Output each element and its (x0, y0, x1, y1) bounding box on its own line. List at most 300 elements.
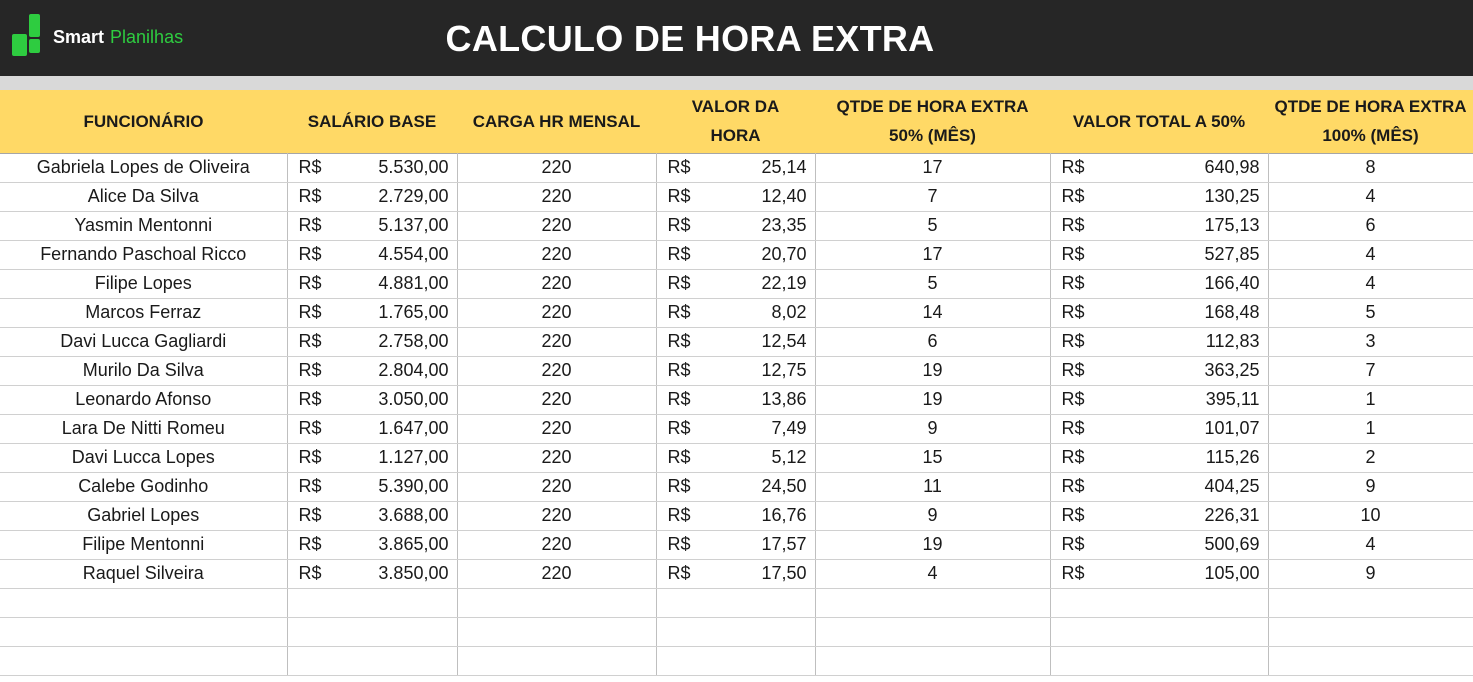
qtde50-value: 19 (922, 534, 943, 554)
header-divider (0, 76, 1473, 90)
cell-qtde-100[interactable] (1268, 327, 1473, 356)
qtde100-value: 3 (1365, 331, 1376, 351)
salario-value: 5.530,00 (378, 157, 449, 177)
currency-symbol: R$ (1061, 273, 1085, 293)
cell-carga-hr[interactable] (457, 414, 656, 443)
cell-funcionario[interactable] (0, 211, 287, 240)
currency-symbol: R$ (298, 273, 322, 293)
cell-qtde-100[interactable] (1268, 356, 1473, 385)
currency-symbol: R$ (667, 157, 691, 177)
cell-qtde-50[interactable] (815, 356, 1050, 385)
cell-qtde-50[interactable] (815, 182, 1050, 211)
empty-cell[interactable] (815, 646, 1050, 675)
cell-valor-total-50[interactable] (1050, 240, 1268, 269)
empty-cell[interactable] (287, 617, 457, 646)
table-row (0, 414, 1473, 443)
cell-salario-base[interactable] (287, 182, 457, 211)
cell-valor-hora[interactable] (656, 327, 815, 356)
salario-value: 2.729,00 (378, 186, 449, 206)
qtde100-value: 2 (1365, 447, 1376, 467)
currency-symbol: R$ (667, 418, 691, 438)
currency-symbol: R$ (1061, 157, 1085, 177)
cell-qtde-100[interactable] (1268, 530, 1473, 559)
brand-strong: Smart (53, 27, 105, 47)
carga-value: 220 (541, 447, 572, 467)
cell-valor-hora[interactable] (656, 559, 815, 588)
funcionario-name: Filipe Lopes (94, 273, 192, 293)
currency-symbol: R$ (667, 534, 691, 554)
cell-funcionario[interactable] (0, 559, 287, 588)
cell-salario-base[interactable] (287, 269, 457, 298)
cell-carga-hr[interactable] (457, 443, 656, 472)
cell-salario-base[interactable] (287, 298, 457, 327)
cell-carga-hr[interactable] (457, 385, 656, 414)
cell-carga-hr[interactable] (457, 240, 656, 269)
currency-symbol: R$ (667, 273, 691, 293)
qtde100-value: 1 (1365, 389, 1376, 409)
cell-carga-hr[interactable] (457, 356, 656, 385)
currency-symbol: R$ (1061, 505, 1085, 525)
empty-row (0, 646, 1473, 675)
table-row (0, 211, 1473, 240)
carga-value: 220 (541, 215, 572, 235)
empty-cell[interactable] (0, 617, 287, 646)
cell-salario-base[interactable] (287, 501, 457, 530)
currency-symbol: R$ (298, 157, 322, 177)
cell-qtde-100[interactable] (1268, 298, 1473, 327)
valor_hora-value: 22,19 (761, 273, 807, 293)
carga-value: 220 (541, 360, 572, 380)
carga-value: 220 (541, 331, 572, 351)
currency-symbol: R$ (667, 331, 691, 351)
cell-funcionario[interactable] (0, 472, 287, 501)
qtde50-value: 19 (922, 360, 943, 380)
cell-qtde-50[interactable] (815, 153, 1050, 182)
cell-valor-hora[interactable] (656, 385, 815, 414)
cell-valor-hora[interactable] (656, 472, 815, 501)
currency-symbol: R$ (1061, 244, 1085, 264)
carga-value: 220 (541, 244, 572, 264)
empty-cell[interactable] (656, 617, 815, 646)
cell-valor-total-50[interactable] (1050, 559, 1268, 588)
funcionario-name: Yasmin Mentonni (74, 215, 213, 235)
salario-value: 1.127,00 (378, 447, 449, 467)
qtde100-value: 4 (1365, 186, 1376, 206)
currency-symbol: R$ (667, 215, 691, 235)
total50-value: 130,25 (1204, 186, 1260, 206)
empty-cell[interactable] (1268, 646, 1473, 675)
total50-value: 105,00 (1204, 563, 1260, 583)
currency-symbol: R$ (667, 476, 691, 496)
currency-symbol: R$ (1061, 418, 1085, 438)
cell-funcionario[interactable] (0, 414, 287, 443)
cell-qtde-100[interactable] (1268, 153, 1473, 182)
brand-light: Planilhas (110, 27, 184, 47)
cell-salario-base[interactable] (287, 240, 457, 269)
empty-cell[interactable] (1050, 646, 1268, 675)
carga-value: 220 (541, 534, 572, 554)
cell-qtde-50[interactable] (815, 298, 1050, 327)
cell-salario-base[interactable] (287, 559, 457, 588)
cell-valor-total-50[interactable] (1050, 153, 1268, 182)
currency-symbol: R$ (1061, 389, 1085, 409)
qtde100-value: 4 (1365, 273, 1376, 293)
empty-cell[interactable] (287, 646, 457, 675)
column-header[interactable]: CARGA HR MENSAL (457, 90, 656, 153)
cell-qtde-50[interactable] (815, 327, 1050, 356)
empty-cell[interactable] (656, 646, 815, 675)
qtde100-value: 6 (1365, 215, 1376, 235)
funcionario-name: Marcos Ferraz (85, 302, 202, 322)
table-row (0, 530, 1473, 559)
funcionario-name: Fernando Paschoal Ricco (40, 244, 247, 264)
cell-qtde-50[interactable] (815, 530, 1050, 559)
cell-funcionario[interactable] (0, 240, 287, 269)
funcionario-name: Davi Lucca Gagliardi (60, 331, 227, 351)
funcionario-name: Gabriel Lopes (87, 505, 200, 525)
cell-qtde-100[interactable] (1268, 269, 1473, 298)
cell-valor-hora[interactable] (656, 182, 815, 211)
empty-cell[interactable] (457, 588, 656, 617)
column-header[interactable]: QTDE DE HORA EXTRA 100% (MÊS) (1268, 90, 1473, 153)
cell-valor-hora[interactable] (656, 269, 815, 298)
cell-carga-hr[interactable] (457, 211, 656, 240)
empty-cell[interactable] (1050, 617, 1268, 646)
currency-symbol: R$ (1061, 186, 1085, 206)
cell-carga-hr[interactable] (457, 530, 656, 559)
cell-qtde-50[interactable] (815, 443, 1050, 472)
table-row (0, 327, 1473, 356)
currency-symbol: R$ (298, 418, 322, 438)
total50-value: 226,31 (1204, 505, 1260, 525)
carga-value: 220 (541, 505, 572, 525)
empty-cell[interactable] (457, 646, 656, 675)
cell-salario-base[interactable] (287, 327, 457, 356)
cell-salario-base[interactable] (287, 443, 457, 472)
valor_hora-value: 7,49 (771, 418, 807, 438)
funcionario-name: Murilo Da Silva (82, 360, 204, 380)
cell-funcionario[interactable] (0, 501, 287, 530)
cell-valor-total-50[interactable] (1050, 182, 1268, 211)
cell-funcionario[interactable] (0, 298, 287, 327)
cell-salario-base[interactable] (287, 211, 457, 240)
empty-row (0, 617, 1473, 646)
valor_hora-value: 8,02 (771, 302, 807, 322)
qtde50-value: 4 (927, 563, 938, 583)
currency-symbol: R$ (298, 447, 322, 467)
cell-qtde-100[interactable] (1268, 414, 1473, 443)
cell-carga-hr[interactable] (457, 182, 656, 211)
valor_hora-value: 5,12 (771, 447, 807, 467)
cell-qtde-100[interactable] (1268, 559, 1473, 588)
cell-qtde-50[interactable] (815, 472, 1050, 501)
currency-symbol: R$ (667, 244, 691, 264)
table-row (0, 240, 1473, 269)
currency-symbol: R$ (667, 389, 691, 409)
qtde50-value: 17 (922, 157, 943, 177)
qtde100-value: 8 (1365, 157, 1376, 177)
cell-qtde-100[interactable] (1268, 240, 1473, 269)
valor_hora-value: 23,35 (761, 215, 807, 235)
table-row (0, 443, 1473, 472)
cell-funcionario[interactable] (0, 385, 287, 414)
title-bar (0, 0, 1473, 76)
carga-value: 220 (541, 157, 572, 177)
cell-valor-total-50[interactable] (1050, 501, 1268, 530)
cell-funcionario[interactable] (0, 269, 287, 298)
salario-value: 2.758,00 (378, 331, 449, 351)
valor_hora-value: 12,75 (761, 360, 807, 380)
cell-funcionario[interactable] (0, 182, 287, 211)
salario-value: 3.050,00 (378, 389, 449, 409)
qtde50-value: 17 (922, 244, 943, 264)
currency-symbol: R$ (1061, 534, 1085, 554)
qtde50-value: 7 (927, 186, 938, 206)
total50-value: 363,25 (1204, 360, 1260, 380)
funcionario-name: Calebe Godinho (78, 476, 209, 496)
cell-valor-total-50[interactable] (1050, 211, 1268, 240)
salario-value: 3.865,00 (378, 534, 449, 554)
cell-valor-total-50[interactable] (1050, 530, 1268, 559)
cell-valor-hora[interactable] (656, 240, 815, 269)
cell-valor-total-50[interactable] (1050, 443, 1268, 472)
cell-qtde-100[interactable] (1268, 385, 1473, 414)
empty-cell[interactable] (0, 646, 287, 675)
currency-symbol: R$ (667, 447, 691, 467)
table-row (0, 182, 1473, 211)
qtde100-value: 10 (1360, 505, 1381, 525)
column-header[interactable]: VALOR DA HORA (656, 90, 815, 153)
total50-value: 175,13 (1204, 215, 1260, 235)
qtde100-value: 4 (1365, 534, 1376, 554)
currency-symbol: R$ (1061, 360, 1085, 380)
total50-value: 101,07 (1204, 418, 1260, 438)
cell-valor-total-50[interactable] (1050, 472, 1268, 501)
currency-symbol: R$ (1061, 302, 1085, 322)
currency-symbol: R$ (298, 215, 322, 235)
empty-cell[interactable] (815, 617, 1050, 646)
cell-qtde-100[interactable] (1268, 182, 1473, 211)
table-row (0, 472, 1473, 501)
cell-qtde-100[interactable] (1268, 472, 1473, 501)
empty-cell[interactable] (656, 588, 815, 617)
column-header[interactable]: VALOR TOTAL A 50% (1050, 90, 1268, 153)
cell-qtde-50[interactable] (815, 559, 1050, 588)
empty-cell[interactable] (457, 617, 656, 646)
cell-carga-hr[interactable] (457, 153, 656, 182)
table-row (0, 269, 1473, 298)
salario-value: 1.765,00 (378, 302, 449, 322)
cell-valor-total-50[interactable] (1050, 414, 1268, 443)
empty-cell[interactable] (0, 588, 287, 617)
cell-qtde-50[interactable] (815, 269, 1050, 298)
page-title: CALCULO DE HORA EXTRA (445, 18, 935, 59)
cell-valor-hora[interactable] (656, 530, 815, 559)
currency-symbol: R$ (1061, 563, 1085, 583)
qtde50-value: 6 (927, 331, 938, 351)
valor_hora-value: 12,54 (761, 331, 807, 351)
cell-qtde-50[interactable] (815, 385, 1050, 414)
header-row (0, 90, 1473, 153)
currency-symbol: R$ (667, 505, 691, 525)
empty-cell[interactable] (1268, 588, 1473, 617)
valor_hora-value: 17,50 (761, 563, 807, 583)
column-header[interactable]: SALÁRIO BASE (287, 90, 457, 153)
total50-value: 527,85 (1204, 244, 1260, 264)
valor_hora-value: 12,40 (761, 186, 807, 206)
cell-valor-hora[interactable] (656, 153, 815, 182)
valor_hora-value: 13,86 (761, 389, 807, 409)
carga-value: 220 (541, 389, 572, 409)
qtde50-value: 9 (927, 418, 938, 438)
salario-value: 4.554,00 (378, 244, 449, 264)
funcionario-name: Filipe Mentonni (82, 534, 205, 554)
cell-valor-total-50[interactable] (1050, 298, 1268, 327)
cell-funcionario[interactable] (0, 153, 287, 182)
table-row (0, 501, 1473, 530)
salario-value: 4.881,00 (378, 273, 449, 293)
funcionario-name: Gabriela Lopes de Oliveira (36, 157, 250, 177)
salario-value: 2.804,00 (378, 360, 449, 380)
cell-salario-base[interactable] (287, 356, 457, 385)
currency-symbol: R$ (1061, 447, 1085, 467)
currency-symbol: R$ (667, 302, 691, 322)
cell-carga-hr[interactable] (457, 327, 656, 356)
total50-value: 166,40 (1204, 273, 1260, 293)
table-row (0, 153, 1473, 182)
cell-qtde-50[interactable] (815, 501, 1050, 530)
cell-qtde-100[interactable] (1268, 501, 1473, 530)
currency-symbol: R$ (298, 563, 322, 583)
qtde50-value: 15 (922, 447, 943, 467)
column-header[interactable]: FUNCIONÁRIO (0, 90, 287, 153)
empty-cell[interactable] (1268, 617, 1473, 646)
cell-valor-hora[interactable] (656, 298, 815, 327)
qtde50-value: 5 (927, 273, 938, 293)
salario-value: 3.850,00 (378, 563, 449, 583)
currency-symbol: R$ (298, 244, 322, 264)
cell-funcionario[interactable] (0, 356, 287, 385)
currency-symbol: R$ (298, 389, 322, 409)
qtde50-value: 14 (922, 302, 943, 322)
cell-salario-base[interactable] (287, 530, 457, 559)
cell-salario-base[interactable] (287, 385, 457, 414)
valor_hora-value: 20,70 (761, 244, 807, 264)
qtde100-value: 9 (1365, 476, 1376, 496)
cell-qtde-50[interactable] (815, 414, 1050, 443)
empty-cell[interactable] (815, 588, 1050, 617)
valor_hora-value: 16,76 (761, 505, 807, 525)
column-header[interactable]: QTDE DE HORA EXTRA 50% (MÊS) (815, 90, 1050, 153)
cell-qtde-50[interactable] (815, 211, 1050, 240)
currency-symbol: R$ (1061, 331, 1085, 351)
currency-symbol: R$ (667, 360, 691, 380)
cell-valor-total-50[interactable] (1050, 269, 1268, 298)
currency-symbol: R$ (1061, 476, 1085, 496)
table-row (0, 385, 1473, 414)
overtime-table (0, 90, 1473, 676)
qtde100-value: 7 (1365, 360, 1376, 380)
salario-value: 5.390,00 (378, 476, 449, 496)
total50-value: 112,83 (1205, 331, 1260, 351)
cell-valor-hora[interactable] (656, 443, 815, 472)
empty-cell[interactable] (287, 588, 457, 617)
qtde50-value: 19 (922, 389, 943, 409)
cell-funcionario[interactable] (0, 443, 287, 472)
total50-value: 640,98 (1204, 157, 1260, 177)
cell-carga-hr[interactable] (457, 472, 656, 501)
cell-valor-hora[interactable] (656, 414, 815, 443)
cell-qtde-100[interactable] (1268, 443, 1473, 472)
qtde100-value: 5 (1365, 302, 1376, 322)
cell-valor-total-50[interactable] (1050, 356, 1268, 385)
cell-carga-hr[interactable] (457, 559, 656, 588)
total50-value: 395,11 (1205, 389, 1260, 409)
cell-salario-base[interactable] (287, 153, 457, 182)
cell-qtde-100[interactable] (1268, 211, 1473, 240)
funcionario-name: Lara De Nitti Romeu (61, 418, 225, 438)
salario-value: 5.137,00 (378, 215, 449, 235)
carga-value: 220 (541, 476, 572, 496)
cell-valor-total-50[interactable] (1050, 327, 1268, 356)
valor_hora-value: 17,57 (761, 534, 807, 554)
cell-carga-hr[interactable] (457, 501, 656, 530)
currency-symbol: R$ (298, 476, 322, 496)
funcionario-name: Alice Da Silva (87, 186, 199, 206)
cell-salario-base[interactable] (287, 472, 457, 501)
valor_hora-value: 25,14 (761, 157, 807, 177)
carga-value: 220 (541, 418, 572, 438)
carga-value: 220 (541, 186, 572, 206)
cell-valor-total-50[interactable] (1050, 385, 1268, 414)
table-row (0, 559, 1473, 588)
cell-qtde-50[interactable] (815, 240, 1050, 269)
currency-symbol: R$ (1061, 215, 1085, 235)
currency-symbol: R$ (298, 505, 322, 525)
table-row (0, 298, 1473, 327)
qtde100-value: 1 (1365, 418, 1376, 438)
qtde100-value: 9 (1365, 563, 1376, 583)
cell-funcionario[interactable] (0, 530, 287, 559)
total50-value: 115,26 (1205, 447, 1260, 467)
carga-value: 220 (541, 563, 572, 583)
total50-value: 168,48 (1204, 302, 1260, 322)
empty-cell[interactable] (1050, 588, 1268, 617)
cell-salario-base[interactable] (287, 414, 457, 443)
table-row (0, 356, 1473, 385)
cell-funcionario[interactable] (0, 327, 287, 356)
total50-value: 404,25 (1204, 476, 1260, 496)
currency-symbol: R$ (298, 186, 322, 206)
funcionario-name: Davi Lucca Lopes (71, 447, 215, 467)
cell-valor-hora[interactable] (656, 211, 815, 240)
cell-valor-hora[interactable] (656, 501, 815, 530)
qtde50-value: 9 (927, 505, 938, 525)
cell-carga-hr[interactable] (457, 269, 656, 298)
salario-value: 1.647,00 (378, 418, 449, 438)
qtde50-value: 11 (923, 476, 942, 496)
currency-symbol: R$ (298, 302, 322, 322)
empty-row (0, 588, 1473, 617)
valor_hora-value: 24,50 (761, 476, 807, 496)
qtde50-value: 5 (927, 215, 938, 235)
total50-value: 500,69 (1204, 534, 1260, 554)
salario-value: 3.688,00 (378, 505, 449, 525)
cell-carga-hr[interactable] (457, 298, 656, 327)
qtde100-value: 4 (1365, 244, 1376, 264)
carga-value: 220 (541, 302, 572, 322)
cell-valor-hora[interactable] (656, 356, 815, 385)
